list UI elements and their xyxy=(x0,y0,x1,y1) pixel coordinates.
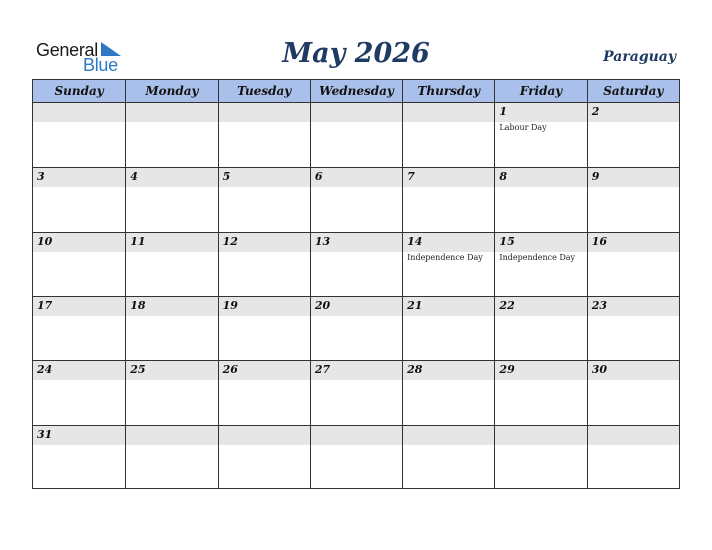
day-band xyxy=(403,103,494,122)
day-number: 27 xyxy=(314,363,331,377)
day-number: 26 xyxy=(222,363,238,377)
day-number: 25 xyxy=(130,363,146,377)
day-cell[interactable] xyxy=(587,426,679,489)
day-band xyxy=(495,168,586,187)
logo-blue-text: Blue xyxy=(83,55,118,75)
day-band xyxy=(33,103,125,122)
day-cell[interactable] xyxy=(587,233,679,296)
day-number: 7 xyxy=(407,170,415,184)
day-cell[interactable] xyxy=(310,233,402,296)
day-cell[interactable] xyxy=(310,361,402,424)
week-row xyxy=(33,167,679,231)
day-number: 18 xyxy=(130,299,146,312)
day-band xyxy=(311,103,402,122)
calendar-grid xyxy=(32,79,680,489)
day-number: 19 xyxy=(222,299,238,312)
logo-general-text: General xyxy=(36,40,98,60)
day-cell[interactable] xyxy=(33,426,125,489)
day-band xyxy=(126,426,217,445)
week-row xyxy=(33,103,679,167)
day-cell[interactable] xyxy=(494,426,586,489)
day-number: 14 xyxy=(407,234,423,248)
day-cell[interactable] xyxy=(402,233,494,296)
weeks-container xyxy=(33,103,679,489)
day-number: 8 xyxy=(499,170,508,184)
day-cell[interactable] xyxy=(33,361,125,424)
day-number: 21 xyxy=(407,299,423,312)
day-cell[interactable] xyxy=(33,168,125,231)
week-row xyxy=(33,296,679,360)
day-number: 6 xyxy=(314,170,323,184)
day-number: 16 xyxy=(591,234,608,248)
day-number: 1 xyxy=(499,105,508,118)
day-band xyxy=(219,426,310,445)
day-cell[interactable] xyxy=(402,426,494,489)
weekday-header: Saturday xyxy=(587,80,679,102)
day-number: 13 xyxy=(314,234,331,248)
day-number: 29 xyxy=(499,363,515,377)
day-cell[interactable] xyxy=(218,168,310,231)
holiday-label: Labour Day xyxy=(499,123,547,132)
holiday-label: Independence Day xyxy=(407,252,483,262)
day-number: 2 xyxy=(591,105,600,118)
day-cell[interactable] xyxy=(125,233,217,296)
day-cell[interactable] xyxy=(310,103,402,167)
holiday-label: Independence Day xyxy=(499,252,576,262)
day-number: 3 xyxy=(37,170,45,184)
day-number: 12 xyxy=(222,234,238,248)
day-cell[interactable] xyxy=(494,233,586,296)
week-row xyxy=(33,360,679,424)
day-cell[interactable] xyxy=(402,168,494,231)
day-cell[interactable] xyxy=(494,297,586,360)
day-band xyxy=(495,426,586,445)
day-cell[interactable] xyxy=(310,168,402,231)
day-number: 30 xyxy=(591,363,608,377)
day-cell[interactable] xyxy=(310,297,402,360)
day-number: 10 xyxy=(37,234,53,248)
day-cell[interactable] xyxy=(587,361,679,424)
weekday-header: Friday xyxy=(494,80,586,102)
day-cell[interactable] xyxy=(494,361,586,424)
weekday-header: Sunday xyxy=(54,84,104,98)
day-number: 4 xyxy=(130,170,138,184)
weekday-header: Monday xyxy=(125,80,217,102)
weekday-header: Tuesday xyxy=(218,80,310,102)
country-label: Paraguay xyxy=(603,49,676,65)
day-band xyxy=(33,168,125,187)
day-band xyxy=(311,168,402,187)
day-cell[interactable] xyxy=(33,297,125,360)
day-cell[interactable] xyxy=(125,426,217,489)
day-cell[interactable] xyxy=(125,168,217,231)
day-band xyxy=(219,103,310,122)
day-cell[interactable] xyxy=(218,426,310,489)
day-cell[interactable] xyxy=(587,103,679,167)
weekday-header-row xyxy=(33,80,679,103)
weekday-header: Thursday xyxy=(402,80,494,102)
week-row xyxy=(33,425,679,489)
day-cell[interactable] xyxy=(402,297,494,360)
week-row xyxy=(33,232,679,296)
calendar-title: May 2026 xyxy=(282,38,430,69)
day-band xyxy=(588,426,679,445)
day-number: 23 xyxy=(591,299,608,312)
day-cell[interactable] xyxy=(33,233,125,296)
day-cell[interactable] xyxy=(402,103,494,167)
day-band xyxy=(495,103,586,122)
day-band xyxy=(588,103,679,122)
day-cell[interactable] xyxy=(587,168,679,231)
day-cell[interactable] xyxy=(125,361,217,424)
day-cell[interactable] xyxy=(125,297,217,360)
day-number: 11 xyxy=(130,234,146,248)
day-cell[interactable] xyxy=(33,103,125,167)
day-band xyxy=(588,168,679,187)
day-number: 24 xyxy=(37,363,53,377)
day-cell[interactable] xyxy=(310,426,402,489)
day-number: 17 xyxy=(37,299,53,312)
day-number: 22 xyxy=(499,299,515,312)
day-band xyxy=(126,103,217,122)
day-number: 31 xyxy=(37,427,53,441)
day-cell[interactable] xyxy=(587,297,679,360)
day-cell[interactable] xyxy=(494,168,586,231)
day-band xyxy=(126,168,217,187)
weekday-header: Wednesday xyxy=(310,80,402,102)
day-cell[interactable] xyxy=(218,103,310,167)
day-band xyxy=(219,168,310,187)
day-cell[interactable] xyxy=(218,297,310,360)
day-cell[interactable] xyxy=(494,103,586,167)
day-number: 20 xyxy=(314,299,331,312)
day-number: 28 xyxy=(407,363,423,377)
day-band xyxy=(311,426,402,445)
day-cell[interactable] xyxy=(218,233,310,296)
day-band xyxy=(403,426,494,445)
day-number: 9 xyxy=(591,170,600,184)
day-number: 5 xyxy=(222,170,231,184)
day-cell[interactable] xyxy=(125,103,217,167)
day-number: 15 xyxy=(499,234,515,248)
day-cell[interactable] xyxy=(218,361,310,424)
day-band xyxy=(403,168,494,187)
day-cell[interactable] xyxy=(402,361,494,424)
